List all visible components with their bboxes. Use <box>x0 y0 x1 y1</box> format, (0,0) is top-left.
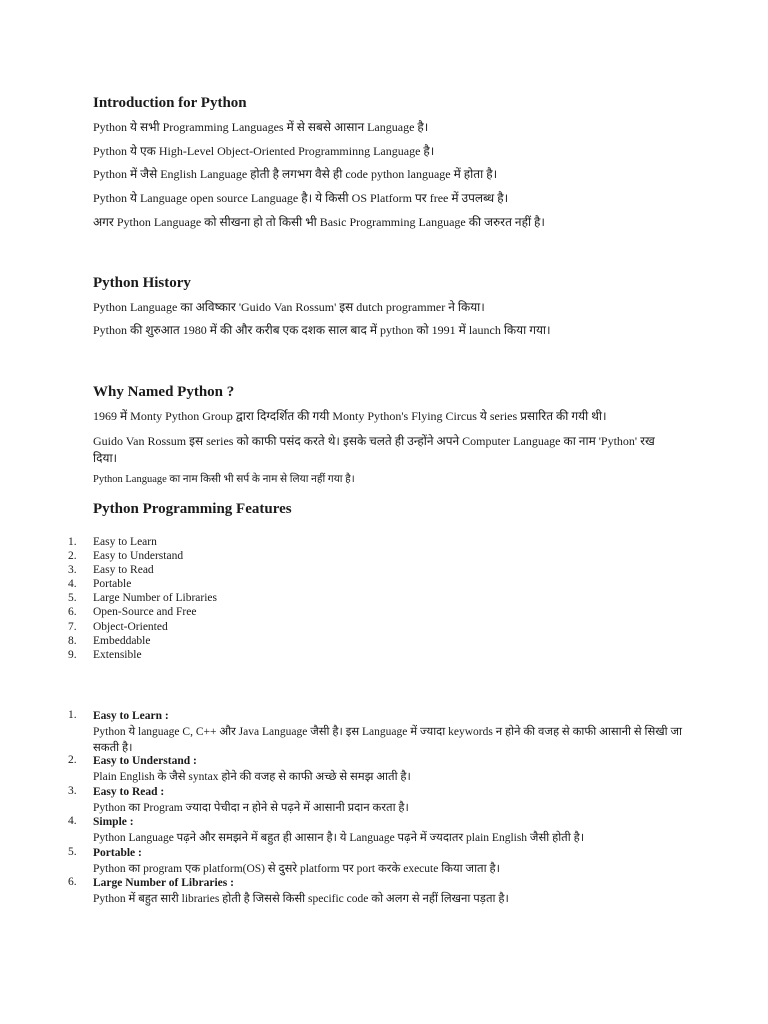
list-number: 9. <box>68 648 77 661</box>
detail-number: 1. <box>68 709 77 721</box>
list-item-label: Object-Oriented <box>93 620 168 633</box>
list-item <box>68 535 217 549</box>
detail-title: Portable : <box>93 847 142 859</box>
list-item-label: Large Number of Libraries <box>93 592 218 605</box>
intro-line-2: Python ये एक High-Level Object-Oriented Programminng Language है। <box>93 144 435 158</box>
list-number: 7. <box>68 620 77 633</box>
list-number: 4. <box>68 578 77 591</box>
list-item <box>68 563 217 577</box>
list-item <box>68 605 217 619</box>
detail-title: Easy to Understand : <box>93 755 197 767</box>
list-item-label: Open-Source and Free <box>93 606 197 619</box>
intro-line-5: अगर Python Language को सीखना हो तो किसी भी Basic Programming Language की जरुरत नहीं है। <box>93 215 545 229</box>
why-heading: Why Named Python ? <box>93 384 235 400</box>
detail-title: Easy to Learn : <box>93 710 169 722</box>
detail-text: Plain English के जैसे syntax होने की वजह से काफी अच्छे से समझ आती है। <box>93 771 411 783</box>
detail-title: Easy to Read : <box>93 786 165 798</box>
list-item-label: Embeddable <box>93 634 151 647</box>
detail-text: Python में बहुत सारी libraries होती है जिससे किसी specific code को अलग से नहीं लिखना पड़ता है। <box>93 893 509 905</box>
list-number: 5. <box>68 592 77 605</box>
list-number: 1. <box>68 536 77 548</box>
detail-title: Simple : <box>93 816 134 828</box>
list-number: 2. <box>68 550 77 563</box>
list-number: 6. <box>68 606 77 619</box>
list-number: 3. <box>68 564 77 577</box>
why-line-3: Python Language का नाम किसी भी सर्प के नाम से लिया नहीं गया है। <box>93 474 355 485</box>
list-item <box>68 634 217 648</box>
intro-line-1: Python ये सभी Programming Languages में से सबसे आसान Language है। <box>93 120 429 134</box>
detail-text: Python ये language C, C++ और Java Language जैसी है। इस Language में ज्यादा keywords न होने की वजह से काफी आसानी से सिखी जा सकती है। <box>93 726 683 754</box>
list-item-label: Extensible <box>93 648 142 661</box>
detail-title: Large Number of Libraries : <box>93 877 234 889</box>
list-item <box>68 620 217 634</box>
why-line-2: Guido Van Rossum इस series को काफी पसंद करते थे। इसके चलते ही उन्होंने अपने Computer Language का नाम 'Python' रख दिया। <box>93 434 655 465</box>
history-line-1: Python Language का अविष्कार 'Guido Van Rossum' इस dutch programmer ने किया। <box>93 300 485 314</box>
list-item-label: Easy to Understand <box>93 550 184 563</box>
list-item <box>68 549 217 563</box>
features-list <box>68 535 217 662</box>
why-line-1: 1969 में Monty Python Group द्वारा दिग्दर्शित की गयी Monty Python's Flying Circus ये series प्रसारित की गयी थी। <box>93 409 607 423</box>
detail-number: 6. <box>68 876 77 888</box>
history-heading: Python History <box>93 275 191 291</box>
history-line-2: Python की शुरुआत 1980 में की और करीब एक दशक साल बाद में python को 1991 में launch किया गया। <box>93 323 551 337</box>
features-heading: Python Programming Features <box>93 501 292 517</box>
list-item <box>68 577 217 591</box>
detail-text: Python का Program ज्यादा पेचीदा न होने से पढ़ने में आसानी प्रदान करता है। <box>93 802 409 814</box>
list-item <box>68 648 217 662</box>
intro-heading: Introduction for Python <box>93 95 247 111</box>
list-item-label: Easy to Read <box>93 564 154 577</box>
intro-line-4: Python ये Language open source Language है। ये किसी OS Platform पर free में उपलब्ध है। <box>93 191 509 205</box>
detail-number: 5. <box>68 846 77 858</box>
detail-number: 3. <box>68 785 77 797</box>
intro-line-3: Python में जैसे English Language होती है लगभग वैसे ही code python language में होता है। <box>93 167 498 181</box>
detail-number: 4. <box>68 815 77 827</box>
list-item <box>68 591 217 605</box>
list-number: 8. <box>68 634 77 647</box>
detail-text: Python Language पढ़ने और समझने में बहुत ही आसान है। ये Language पढ़ने में ज्यदातर plain English जैसी होती है। <box>93 832 585 844</box>
list-item-label: Easy to Learn <box>93 536 157 548</box>
detail-text: Python का program एक platform(OS) से दुसरे platform पर port करके execute किया जाता है। <box>93 863 500 875</box>
detail-number: 2. <box>68 754 77 766</box>
list-item-label: Portable <box>93 578 132 591</box>
